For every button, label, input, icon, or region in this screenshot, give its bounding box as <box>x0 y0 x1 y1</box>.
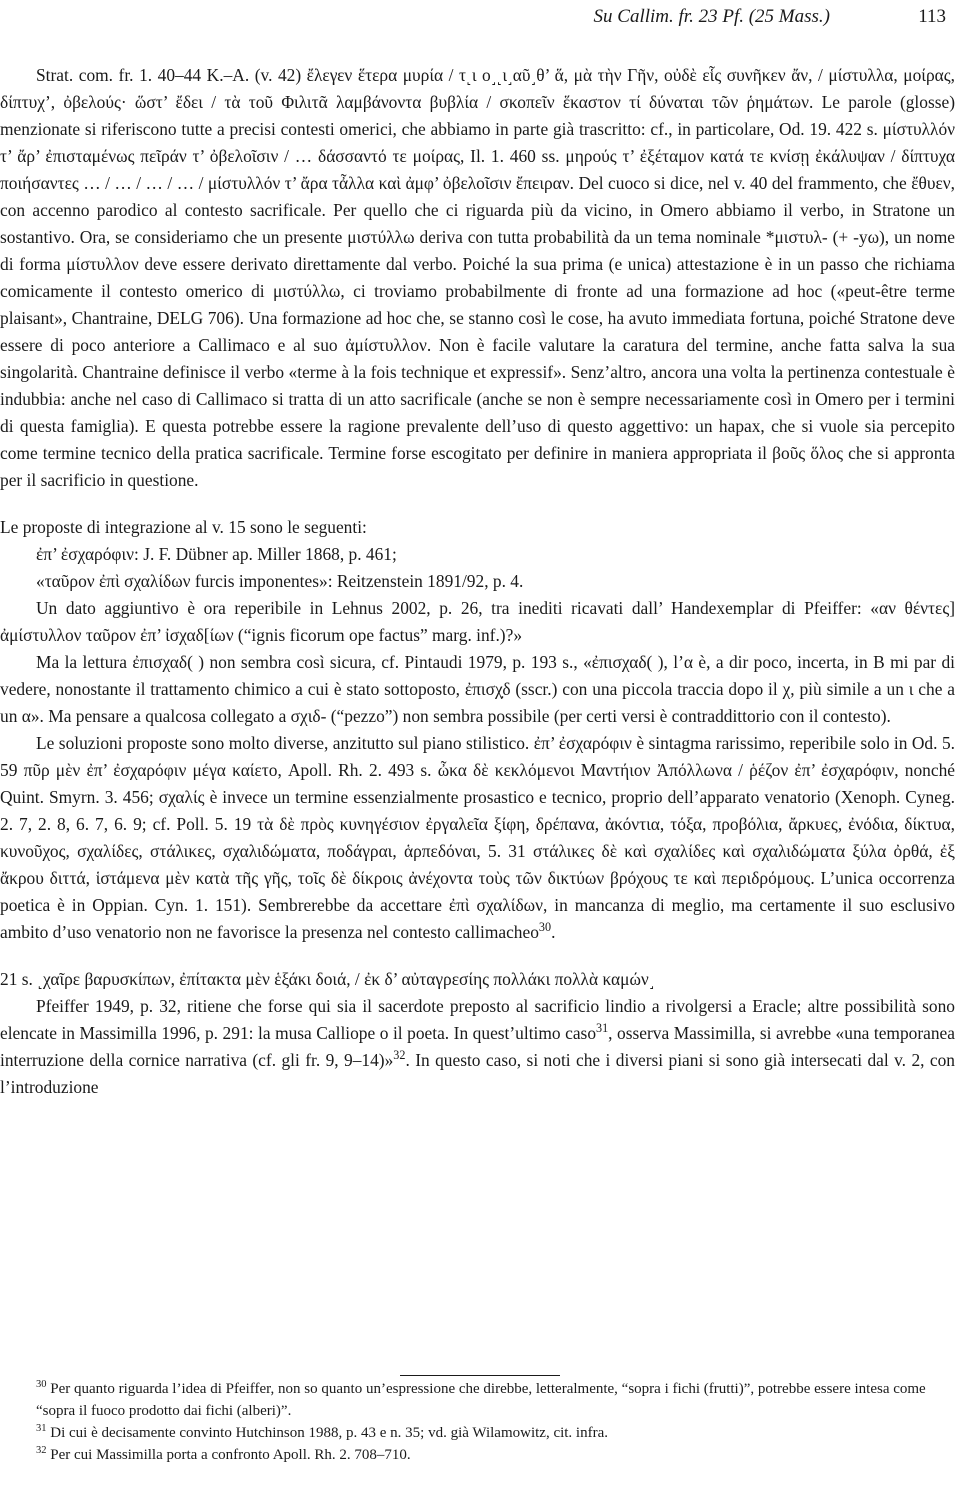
running-title: Su Callim. fr. 23 Pf. (25 Mass.) <box>593 6 830 27</box>
note-ref-31[interactable]: 31 <box>596 1021 609 1036</box>
paragraph-lehnus: Un dato aggiuntivo è ora reperibile in Lehnus 2002, p. 26, tra inediti ricavati dall’ Handexemplar di Pfeiffer: «αν θέντες] ἀμίστυλλον ταῦρον ἐπ’ ἰσχαδ[ίων (“ignis ficorum ope factus” marg. inf.)?» <box>0 598 955 645</box>
footnote-text: Di cui è decisamente convinto Hutchinson 1988, p. 43 e n. 35; vd. già Wilamowitz, cit. infra. <box>50 1425 608 1441</box>
paragraph-pintaudi: Ma la lettura ἐπισχαδ( ) non sembra così sicura, cf. Pintaudi 1979, p. 193 s., «ἐπισχαδ( ), l’α è, a dir poco, incerta, in B mi par di vedere, nonostante il trattamento chimico a cui è stato sottoposto, ἐπισχ̣δ (sscr.) con una piccola traccia dopo il χ, più simile a un ι che a un α». Ma pensare a qualcosa collegato a σχιδ- (“pezzo”) non sembra possibile (per certi versi è contraddittorio con il contesto). <box>0 652 955 726</box>
paragraph-integration-proposals: Le proposte di integrazione al v. 15 sono le seguenti: <box>0 517 367 537</box>
proposal-dubner: ἐπ’ ἐσχαρόφιν: J. F. Dübner ap. Miller 1868, p. 461; <box>36 544 397 564</box>
running-head <box>0 0 960 40</box>
body-text <box>0 62 955 1101</box>
page-number: 113 <box>918 6 946 27</box>
paragraph-pfeiffer-text-c: . In questo caso, si noti che i diversi piani si sono già intersecati dal v. 2, con l’introduzione <box>0 1050 955 1097</box>
paragraph-pfeiffer-text-a: Pfeiffer 1949, p. 32, ritiene che forse qui sia il sacerdote preposto al sacrificio lindio a rivolgersi a Eracle; altre possibilità sono elencate in Massimilla 1996, p. 291: la musa Calliope o il poeta. In quest’ultimo caso <box>0 996 955 1043</box>
paragraph-pfeiffer <box>0 993 955 1101</box>
paragraph-stylistic-text: Le soluzioni proposte sono molto diverse, anzitutto sul piano stilistico. ἐπ’ ἐσχαρόφιν è sintagma rarissimo, reperibile solo in Od. 5. 59 πῦρ μὲν ἐπ’ ἐσχαρόφιν μέγα καίετο, Apoll. Rh. 2. 493 s. ὦκα δὲ κεκλόμενοι Μαντήιον Ἀπόλλωνα / ῥέζον ἐπ’ ἐσχαρόφιν, nonché Quint. Smyrn. 3. 456; σχαλίς è invece un termine essenzialmente prosastico e tecnico, proprio dell’apparato venatorio (Xenoph. Cyneg. 2. 7, 2. 8, 6. 7, 6. 9; cf. Poll. 5. 19 τὰ δὲ πρὸς κυνηγέσιον ἐργαλεῖα ξίφη, δρέπανα, ἀκόντια, τόξα, προβόλια, ἄρκυες, ἐνόδια, δίκτυα, κυνοῦχος, σχαλίδες, στάλικες, σχαλιδώματα, ποδάγραι, ἁρπεδόναι, 5. 31 στάλικες δὲ καὶ σχαλίδες καὶ σχαλιδώματα ξύλα ὀρθά, ἐξ ἄκρου διττά, ἱστάμενα μὲν κατὰ τῆς γῆς, τοῖς δὲ δίκροις ἀνέχοντα τοὺς τῶν δικτύων βρόχους τε καὶ περιδρόμους. L’unica occorrenza poetica è in Oppian. Cyn. 1. 151). Sembrerebbe da accettare ἐπὶ σχαλίδων, in mancanza di meglio, ma certamente il suo esclusivo ambito d’uso venatorio non ne favorisce la presenza nel contesto callimacheo <box>0 733 955 942</box>
footnote-30 <box>0 1378 955 1422</box>
proposal-reitzenstein: «ταῦρον ἐπὶ σχαλίδων furcis imponentes»: Reitzenstein 1891/92, p. 4. <box>36 571 524 591</box>
footnotes <box>0 1378 955 1466</box>
lemma-21s: 21 s. ˻χαῖρε βαρυσκίπων, ἐπίτακτα μὲν ἑξάκι δοιά, / ἐκ δ’ αὐταγρεσίης πολλάκι πολλὰ καμών˼ <box>0 969 655 989</box>
footnote-text: Per quanto riguarda l’idea di Pfeiffer, non so quanto un’espressione che direbbe, letteralmente, “sopra i fichi (frutti)”, potrebbe essere intesa come “sopra il fuoco prodotto dai fichi (alberi)”. <box>36 1381 926 1419</box>
footnote-31 <box>0 1422 955 1444</box>
note-ref-32[interactable]: 32 <box>393 1048 406 1063</box>
footnote-32 <box>0 1444 955 1466</box>
paragraph-strato-commentary: Strat. com. fr. 1. 40–44 K.–A. (v. 42) ἔλεγεν ἕτερα μυρία / τ˻ι ο˼˻ι˼αῦ˼θ’ ἅ, μὰ τὴν Γῆν, οὐδὲ εἷς συνῆκεν ἄν, / μίστυλλα, μοίρας, δίπτυχ’, ὀβελούς· ὥστ’ ἔδει / τὰ τοῦ Φιλιτᾶ λαμβάνοντα βυβλία / σκοπεῖν ἕκαστον τί δύναται τῶν ῥημάτων. Le parole (glosse) menzionate si riferiscono tutte a precisi contesti omerici, che abbiamo in parte già trascritto: cf., in particolare, Od. 19. 422 s. μίστυλλόν τ’ ἄρ’ ἐπισταμένως πεῖράν τ’ ὀβελοῖσιν / … δάσσαντό τε μοίρας, Il. 1. 460 ss. μηρούς τ’ ἐξέταμον κατά τε κνίσῃ ἐκάλυψαν / δίπτυχα ποιήσαντες … / … / … / … / μίστυλλόν τ’ ἄρα τἆλλα καὶ ἀμφ’ ὀβελοῖσιν ἔπειραν. Del cuoco si dice, nel v. 40 del frammento, che ἔθυεν, con accenno parodico al contesto sacrificale. Per quello che ci riguarda più da vicino, in Omero abbiamo il verbo, in Stratone un sostantivo. Ora, se consideriamo che un presente μιστύλλω deriva con tutta probabilità da un tema nominale *μιστυλ- (+ -yω), un nome di forma μίστυλλον deve essere derivato direttamente dal verbo. Poiché la sua prima (e unica) attestazione è in un passo che richiama comicamente il contesto omerico di μιστύλλω, ci troviamo probabilmente di fronte ad una formazione ad hoc («peut-être terme plaisant», Chantraine, DELG 706). Una formazione ad hoc che, se stanno così le cose, ha avuto immediata fortuna, poiché Stratone deve essere di poco anteriore a Callimaco e al suo ἀμίστυλλον. Non è facile valutare la caratura del termine, anche fatta salva la sua singolarità. Chantraine definisce il verbo «terme à la fois technique et expressif». Senz’altro, ancora una volta la pertinenza contestuale è indubbia: anche nel caso di Callimaco si tratta di un atto sacrificale (anche se non è sempre necessariamente così in Omero per i termini di questa famiglia). E questa potrebbe essere la ragione prevalente dell’uso di questo aggettivo: un hapax, che si vuole sia percepito come termine tecnico della pratica sacrificale. Termine forse escogitato per definire in maniera appropriata il βοῦς ὅλος che si appronta per il sacrificio in questione. <box>0 65 955 490</box>
footnote-number: 31 <box>36 1423 47 1434</box>
footnote-text: Per cui Massimilla porta a confronto Apoll. Rh. 2. 708–710. <box>50 1447 411 1463</box>
paragraph-pfeiffer-text-b: , osserva Massimilla, si avrebbe «una temporanea interruzione della cornice narrativa (cf. gli fr. 9, 9–14)» <box>0 1023 955 1070</box>
paragraph-stylistic-solutions: Le soluzioni proposte sono molto diverse, anzitutto sul piano stilistico. ἐπ’ ἐσχαρόφιν è sintagma rarissimo, reperibile solo in Od. 5. 59 πῦρ μὲν ἐπ’ ἐσχαρόφιν μέγα καίετο, Apoll. Rh. 2. 493 s. ὦκα δὲ κεκλόμενοι Μαντήιον Ἀπόλλωνα / ῥέζον ἐπ’ ἐσχαρόφιν, nonché Quint. Smyrn. 3. 456; σχαλίς è invece un termine essenzialmente prosastico e tecnico, proprio dell’apparato venatorio (Xenoph. Cyneg. 2. 7, 2. 8, 6. 7, 6. 9; cf. Poll. 5. 19 τὰ δὲ πρὸς κυνηγέσιον ἐργαλεῖα ξίφη, δρέπανα, ἀκόντια, τόξα, προβόλια, ἄρκυες, ἐνόδια, δίκτυα, κυνοῦχος, σχαλίδες, στάλικες, σχαλιδώματα, ποδάγραι, ἁρπεδόναι, 5. 31 στάλικες δὲ καὶ σχαλίδες καὶ σχαλιδώματα ξύλα ὀρθά, ἐξ ἄκρου διττά, ἱστάμενα μὲν κατὰ τῆς γῆς, τοῖς δὲ δίκροις ἀνέχοντα τοὺς τῶν δικτύων βρόχους τε καὶ περιδρόμους. L’unica occorrenza poetica è in Oppian. Cyn. 1. 151). Sembrerebbe da accettare ἐπὶ σχαλίδων, in mancanza di meglio, ma certamente il suo esclusivo ambito d’uso venatorio non ne favorisce la presenza nel contesto callimacheo$^{30}$. <box>0 733 955 942</box>
footnote-number: 32 <box>36 1445 47 1456</box>
note-ref-30[interactable]: 30 <box>538 920 552 935</box>
footnote-rule <box>400 1375 560 1376</box>
footnote-number: 30 <box>36 1379 47 1390</box>
